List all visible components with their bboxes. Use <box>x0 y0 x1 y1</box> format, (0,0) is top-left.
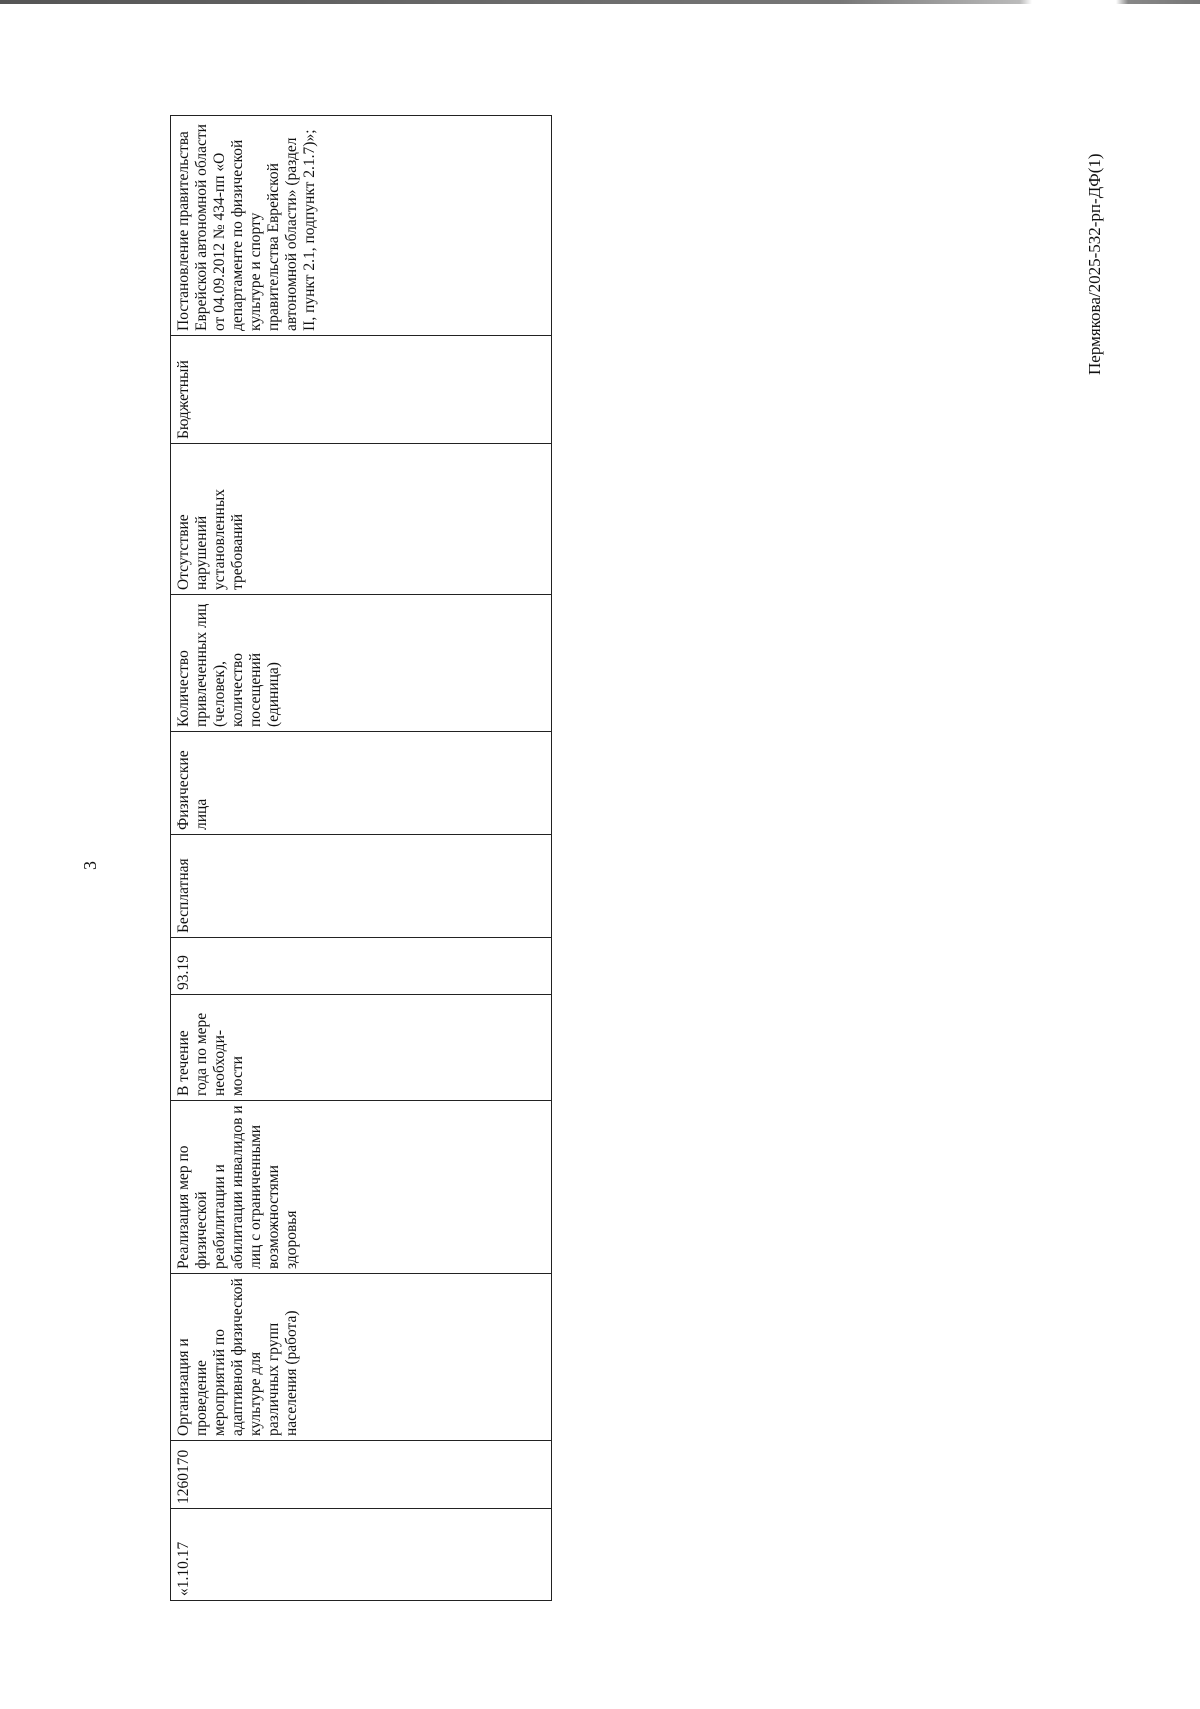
cell-institution-type: Бюджетный <box>171 336 552 444</box>
services-table <box>170 115 552 1601</box>
rotated-table-container <box>170 116 552 1601</box>
cell-volume-indicators: Количество привлеченных лиц (человек), количество посещений (единица) <box>171 595 552 732</box>
table-row <box>171 116 552 1601</box>
cell-okved: 93.19 <box>171 938 552 995</box>
cell-content: Реализация мер по физической реабилитации и абилитации инвалидов и лиц с ограниченными возможностями здоровья <box>171 1101 552 1274</box>
scan-edge <box>0 0 1200 4</box>
cell-conditions: В течение года по мере необходи-мости <box>171 995 552 1101</box>
cell-consumer-category: Физические лица <box>171 732 552 835</box>
cell-payment-type: Бесплатная <box>171 835 552 938</box>
document-footer-code: Пермякова/2025-532-рп-ДФ(1) <box>1085 153 1104 375</box>
cell-code: «1.10.17 <box>171 1509 552 1601</box>
cell-registry-number: 1260170 <box>171 1441 552 1509</box>
page-number: 3 <box>80 861 100 870</box>
cell-quality-indicators: Отсутствие нарушений установленных требований <box>171 444 552 595</box>
cell-service-name: Организация и проведение мероприятий по адаптивной физической культуре для различных групп населения (работа) <box>171 1274 552 1441</box>
cell-legal-basis: Постановление правительства Еврейской автономной области от 04.09.2012 № 434-пп «О департаменте по физической культуре и спорту правительства Еврейской автономной области» (раздел II, пункт 2.1, подпункт 2.1.7)»; <box>171 116 552 336</box>
